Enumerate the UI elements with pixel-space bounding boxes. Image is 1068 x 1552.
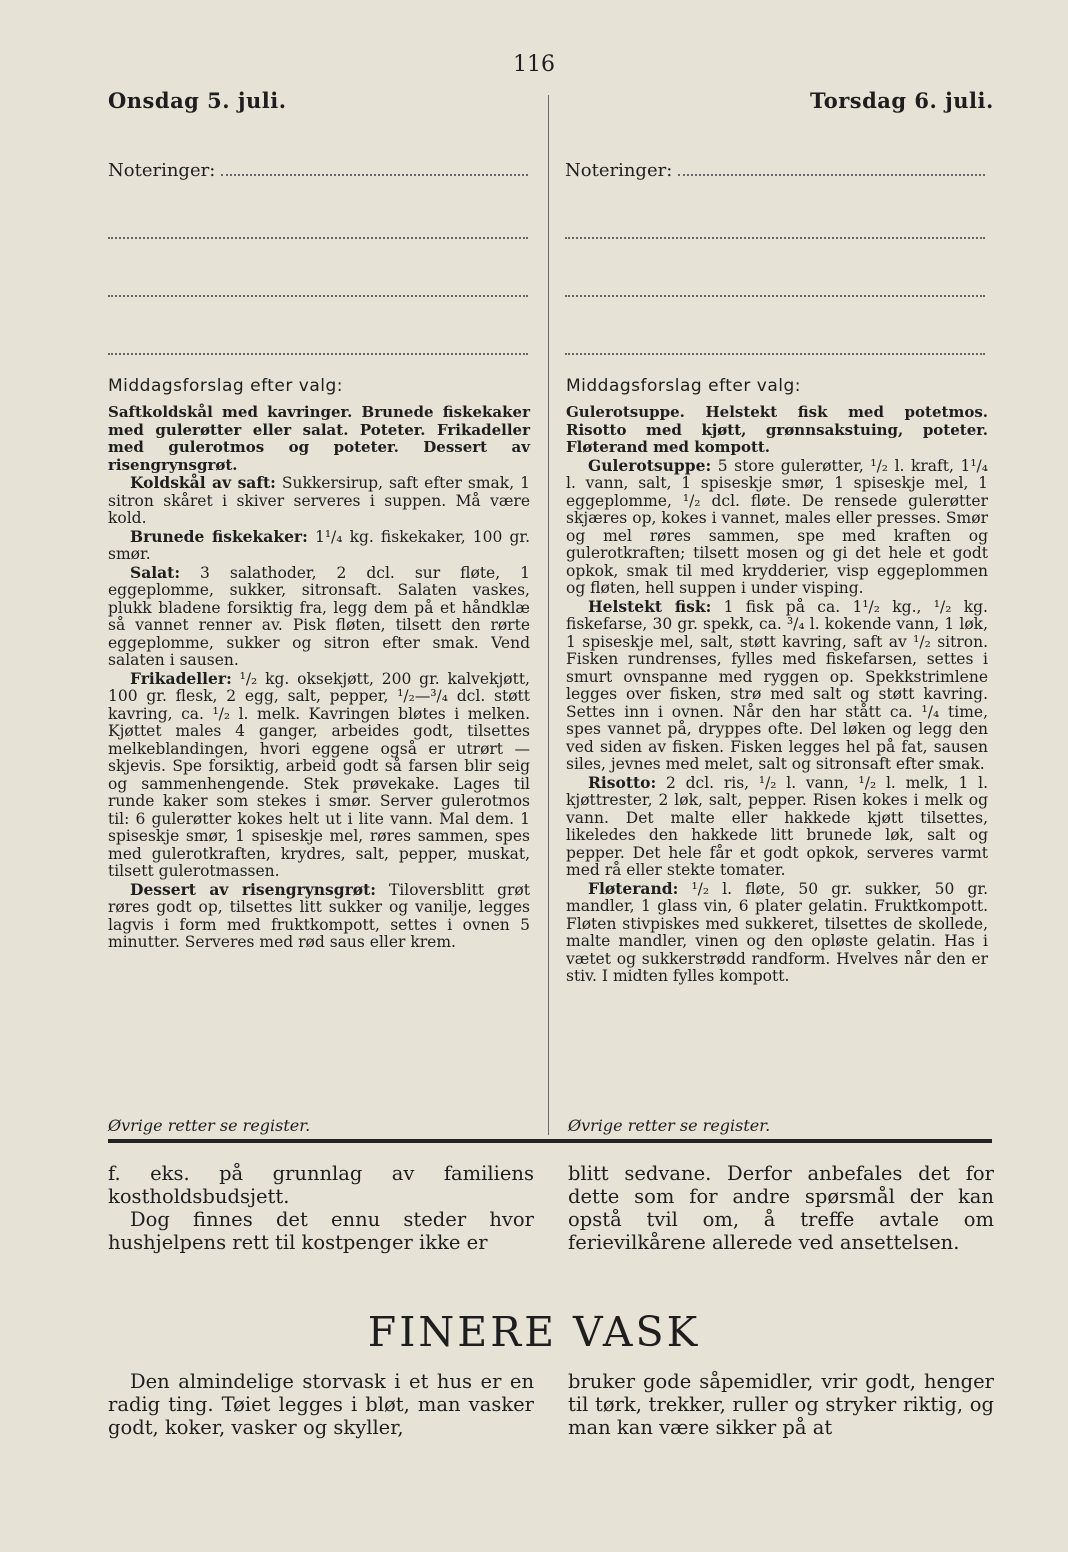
recipe-title: Brunede fiskekaker: bbox=[130, 526, 308, 546]
notes-label: Noteringer: bbox=[108, 160, 216, 181]
column-divider bbox=[548, 95, 549, 1135]
notes-dotted-line bbox=[565, 236, 985, 239]
dinner-heading: Middagsforslag efter valg: bbox=[108, 376, 343, 396]
notes-dotted-line bbox=[565, 294, 985, 297]
paragraph: f. eks. på grunnlag av familiens kostholdsbudsjett. bbox=[108, 1162, 534, 1208]
recipe-title: Koldskål av saft: bbox=[130, 473, 276, 492]
dinner-column-right bbox=[566, 376, 988, 986]
paragraph: Dog finnes det ennu steder hvor hushjelpens rett til kostpenger ikke er bbox=[108, 1208, 534, 1254]
vask-text-left: Den almindelige storvask i et hus er en radig ting. Tøiet legges i bløt, man vasker godt, koker, vasker og skyller, bbox=[108, 1370, 534, 1439]
recipe-title: Gulerotsuppe: bbox=[588, 455, 712, 475]
notes-dotted-line bbox=[221, 173, 528, 176]
notes-left bbox=[108, 160, 528, 355]
recipe-text: ¹/₂ kg. oksekjøtt, 200 gr. kalvekjøtt, 100 gr. flesk, 2 egg, salt, pepper, ¹/₂—³/₄ dcl. støtt kavring, ca. ¹/₂ l. melk. Kavringen bløtes i melken. Kjøttet males 4 ganger, arbeides godt, tilsettes melkeblandingen, hvori eggene også er utrørt — skjevis. Spe forsiktig, arbeid godt så farsen blir seig og sammenhengende. Stek prøvekake. Lages til runde kaker som stekes i smør. Server gulerotmos til: 6 gulerøtter kokes helt ut i lite vann. Mal dem. 1 spiseskje smør, 1 spiseskje mel, røres sammen, spes med gulerotkraften, krydres, salt, pepper, muskat, tilsett gulerotmassen. bbox=[108, 669, 530, 880]
notes-dotted-line bbox=[108, 352, 528, 355]
dinner-column-left bbox=[108, 376, 530, 952]
recipe bbox=[566, 598, 988, 774]
recipe-text: ¹/₂ l. fløte, 50 gr. sukker, 50 gr. mandler, 1 glass vin, 6 plater gelatin. Fruktkompott. Fløten stivpiskes med sukkeret, tilsettes de skollede, malte mandler, vinen og den opløste gelatin. Has i vætet og sukkerstrødd randform. Hvelves når den er stiv. I midten fylles kompott. bbox=[566, 879, 988, 985]
recipe-text: 1 fisk på ca. 1¹/₂ kg., ¹/₂ kg. fiskefarse, 30 gr. spekk, ca. ³/₄ l. kokende vann, 1 løk, 1 spiseskje mel, salt, støtt kavring, saft av ¹/₂ sitron. Fisken rundrenses, fylles med fiskefarsen, settes i smurt ovnspanne med ryggen op. Spekkstrimlene legges over fisken, strø med salt og støtt kavring. Settes inn i ovnen. Når den har stått ca. ¹/₄ time, spes vannet på, dryppes ofte. Del løken og legg den ved siden av fisken. Fisken legges hel på fat, sausen siles, jevnes med melet, salt og sitronsaft efter smak. bbox=[566, 597, 988, 773]
notes-dotted-line bbox=[565, 352, 985, 355]
section-title: FINERE VASK bbox=[367, 1308, 701, 1356]
recipe bbox=[108, 528, 530, 564]
body-text-left bbox=[108, 1162, 534, 1254]
menu-summary: Gulerotsuppe. Helstekt fisk med potetmos. Risotto med kjøtt, grønnsakstuing, poteter. Fløterand med kompott. bbox=[566, 403, 988, 456]
recipe bbox=[108, 670, 530, 881]
more-recipes-note-right: Øvrige retter se register. bbox=[568, 1116, 771, 1135]
day-header-left: Onsdag 5. juli. bbox=[108, 88, 287, 113]
recipe bbox=[108, 474, 530, 528]
notes-dotted-line bbox=[108, 236, 528, 239]
recipe-text: 5 store gulerøtter, ¹/₂ l. kraft, 1¹/₄ l. vann, salt, 1 spiseskje smør, 1 spiseskje mel, 1 eggeplomme, ¹/₂ dcl. fløte. De rensede gulerøtter skjæres op, kokes i vannet, males eller presses. Smør og mel røres sammen, spe med kraften og gulerotkraften; tilsett mosen og gi det hele et godt opkok, smak til med krydderier, visp eggeplommen og fløten, hell suppen i under visping. bbox=[566, 456, 988, 597]
page-number: 116 bbox=[513, 52, 555, 77]
recipe-text: 3 salathoder, 2 dcl. sur fløte, 1 eggeplomme, sukker, sitronsaft. Salaten vaskes, plukk bladene forsiktig fra, legg dem på et håndklæ så vannet renner av. Pisk fløten, tilsett den rørte eggeplomme, sukker og sitron efter smak. Vend salaten i sausen. bbox=[108, 563, 530, 669]
recipe bbox=[108, 881, 530, 952]
dinner-heading: Middagsforslag efter valg: bbox=[566, 376, 801, 396]
recipe bbox=[566, 774, 988, 880]
vask-text-right: bruker gode såpemidler, vrir godt, henger til tørk, trekker, ruller og stryker riktig, og man kan være sikker på at bbox=[568, 1370, 994, 1439]
recipe-text: 2 dcl. ris, ¹/₂ l. vann, ¹/₂ l. melk, 1 l. kjøttrester, 2 løk, salt, pepper. Risen kokes i melk og vann. Det malte eller hakkede kjøtt tilsettes, likeledes den hakkede litt brunede løk, salt og pepper. Det hele får et godt opkok, serveres varmt med rå eller stekte tomater. bbox=[566, 773, 988, 879]
notes-dotted-line bbox=[678, 173, 985, 176]
recipe bbox=[566, 457, 988, 598]
recipe-title: Frikadeller: bbox=[130, 668, 232, 688]
recipe-text: Tiloversblitt grøt røres godt op, tilsettes litt sukker og vanilje, legges lagvis i form med fruktkompott, settes i ovnen 5 minutter. Serveres med rød saus eller krem. bbox=[108, 880, 530, 951]
recipe-title: Dessert av risengrynsgrøt: bbox=[130, 879, 376, 899]
recipe-text: Sukkersirup, saft efter smak, 1 sitron skåret i skiver serveres i suppen. Må være kold. bbox=[108, 474, 530, 527]
notes-label: Noteringer: bbox=[565, 160, 673, 181]
recipe-text: 1¹/₄ kg. fiskekaker, 100 gr. smør. bbox=[108, 527, 530, 563]
recipe bbox=[566, 880, 988, 986]
day-header-right: Torsdag 6. juli. bbox=[810, 88, 994, 113]
more-recipes-note-left: Øvrige retter se register. bbox=[108, 1116, 311, 1135]
recipe-title: Salat: bbox=[130, 562, 181, 582]
notes-dotted-line bbox=[108, 294, 528, 297]
recipe-title: Risotto: bbox=[588, 772, 657, 792]
recipe-title: Fløterand: bbox=[588, 878, 679, 898]
recipe-title: Helstekt fisk: bbox=[588, 596, 712, 616]
horizontal-rule bbox=[108, 1139, 992, 1143]
recipe bbox=[108, 564, 530, 670]
notes-right bbox=[565, 160, 985, 355]
body-text-right: blitt sedvane. Derfor anbefales det for dette som for andre spørsmål der kan opstå tvil om, å treffe avtale om ferievilkårene allerede ved ansettelsen. bbox=[568, 1162, 994, 1254]
menu-summary: Saftkoldskål med kavringer. Brunede fiskekaker med gulerøtter eller salat. Poteter. Frikadeller med gulerotmos og poteter. Dessert av risengrynsgrøt. bbox=[108, 403, 530, 474]
